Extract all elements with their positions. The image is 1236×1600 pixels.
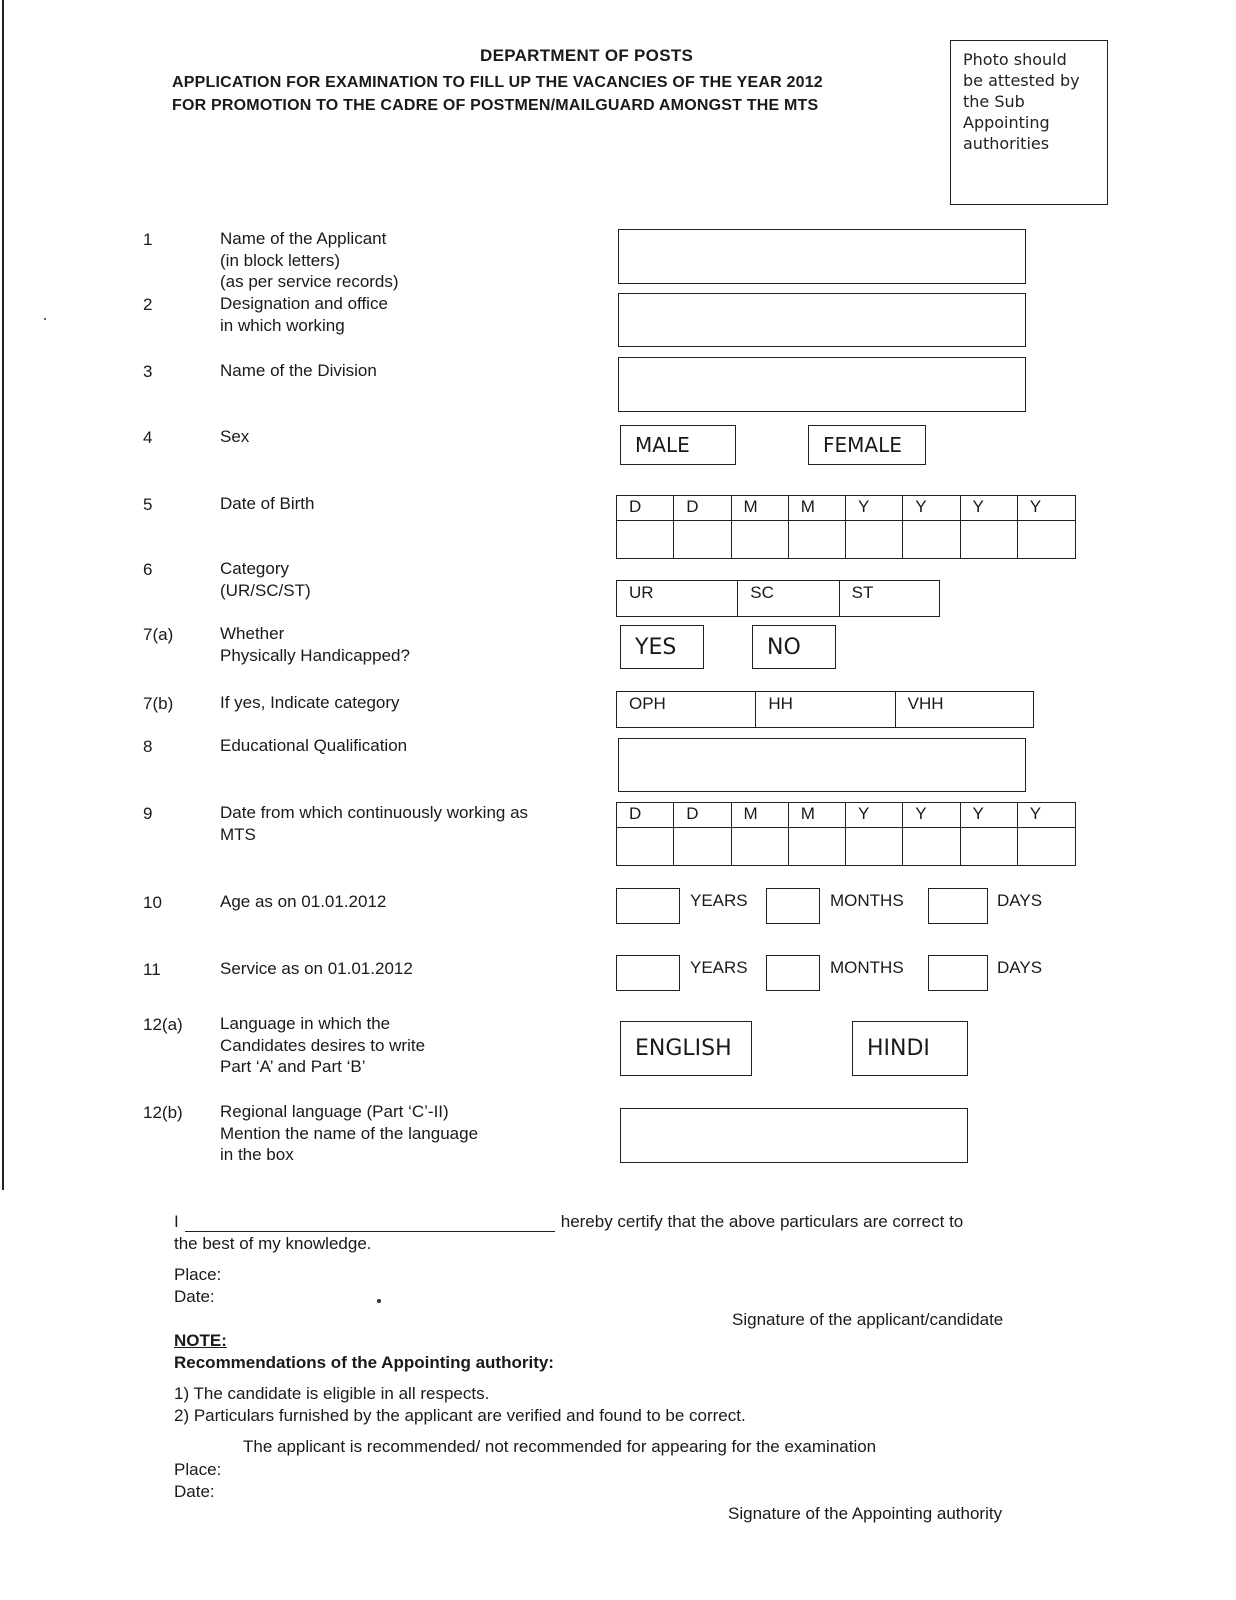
photo-note-line: the Sub xyxy=(963,92,1025,111)
category-option-st[interactable]: ST xyxy=(851,583,874,602)
form-title-line-1: APPLICATION FOR EXAMINATION TO FILL UP THE VACANCIES OF THE YEAR 2012 xyxy=(172,74,823,91)
ph-category-options xyxy=(616,691,1034,728)
date-input-cell[interactable] xyxy=(1018,520,1075,558)
date-cell-label: D xyxy=(674,496,731,520)
age-months-input[interactable] xyxy=(766,888,820,924)
unit-label: DAYS xyxy=(997,891,1043,910)
ph-option-oph[interactable]: OPH xyxy=(617,692,756,727)
photo-note-line: Photo should xyxy=(963,50,1067,69)
ph-option-hh[interactable]: HH xyxy=(756,692,895,727)
recommendation-statement: The applicant is recommended/ not recommended for appearing for the examination xyxy=(243,1437,877,1456)
category-option-ur[interactable]: UR xyxy=(617,581,738,616)
item-label-age: Age as on 01.01.2012 xyxy=(220,892,387,911)
item-label-applicant-name: Name of the Applicant (in block letters) (as per service records) xyxy=(220,229,399,291)
item-number: 7(a) xyxy=(143,625,174,644)
unit-label: MONTHS xyxy=(830,958,904,977)
service-days-input[interactable] xyxy=(928,955,988,991)
certification-statement: I hereby certify that the above particulars are correct to xyxy=(174,1212,964,1231)
unit-label: YEARS xyxy=(690,958,748,977)
date-cell-label: D xyxy=(674,803,731,827)
item-label-education: Educational Qualification xyxy=(220,736,408,755)
applicant-name-field[interactable] xyxy=(618,229,1026,284)
language-option-english[interactable]: ENGLISH xyxy=(620,1021,752,1076)
date-input-cell[interactable] xyxy=(789,520,846,558)
date-cell-label: M xyxy=(732,803,789,827)
item-number: 12(b) xyxy=(143,1103,183,1122)
designation-field[interactable] xyxy=(618,293,1026,347)
date-cell-label: Y xyxy=(846,496,903,520)
date-input-cell[interactable] xyxy=(617,520,674,558)
handicapped-option-yes[interactable]: YES xyxy=(620,625,704,669)
certification-line-2: the best of my knowledge. xyxy=(174,1234,372,1253)
date-input-cell[interactable] xyxy=(789,827,846,865)
date-cell-label: Y xyxy=(1029,497,1042,516)
date-cell-label: D xyxy=(617,803,674,827)
item-label-language: Language in which the Candidates desires to write Part ‘A’ and Part ‘B’ xyxy=(220,1014,426,1076)
date-cell-label: D xyxy=(617,496,674,520)
item-label-regional-language: Regional language (Part ‘C’-II) Mention the name of the language in the box xyxy=(220,1102,479,1164)
date-cell-label: M xyxy=(789,496,846,520)
photo-note-line: be attested by xyxy=(963,71,1080,90)
item-label-category: Category (UR/SC/ST) xyxy=(220,559,311,600)
date-input-cell[interactable] xyxy=(961,827,1018,865)
handicapped-option-no[interactable]: NO xyxy=(752,625,836,669)
age-years-input[interactable] xyxy=(616,888,680,924)
language-option-hindi[interactable]: HINDI xyxy=(852,1021,968,1076)
item-label-mts-date: Date from which continuously working as MTS xyxy=(220,803,529,844)
date-input-cell[interactable] xyxy=(674,520,731,558)
service-months-input[interactable] xyxy=(766,955,820,991)
date-cell-label: Y xyxy=(961,803,1018,827)
date-input-cell[interactable] xyxy=(903,520,960,558)
item-number: 5 xyxy=(143,495,153,514)
form-title-line-2: FOR PROMOTION TO THE CADRE OF POSTMEN/MAILGUARD AMONGST THE MTS xyxy=(172,97,819,114)
item-number: 12(a) xyxy=(143,1015,183,1034)
photo-note-line: Appointing xyxy=(963,113,1050,132)
note-title: NOTE: xyxy=(174,1331,227,1350)
photo-note-line: authorities xyxy=(963,134,1050,153)
item-number: 1 xyxy=(143,230,153,249)
date-input-cell[interactable] xyxy=(846,827,903,865)
education-field[interactable] xyxy=(618,738,1026,792)
item-label-designation: Designation and office in which working xyxy=(220,294,388,335)
date-input-cell[interactable] xyxy=(732,827,789,865)
sex-option-female[interactable]: FEMALE xyxy=(808,425,926,465)
item-label-ph-category: If yes, Indicate category xyxy=(220,693,400,712)
date-input-cell[interactable] xyxy=(903,827,960,865)
item-number: 4 xyxy=(143,428,153,447)
item-number: 10 xyxy=(143,893,162,912)
category-option-sc[interactable]: SC xyxy=(738,581,839,616)
date-input-cell[interactable] xyxy=(961,520,1018,558)
authority-place-label: Place: xyxy=(174,1460,222,1479)
note-point: 1) The candidate is eligible in all respects. xyxy=(174,1384,490,1403)
ph-option-vhh[interactable]: VHH xyxy=(907,694,944,713)
date-cell-label: Y xyxy=(846,803,903,827)
sex-option-male[interactable]: MALE xyxy=(620,425,736,465)
date-cell-label: M xyxy=(732,496,789,520)
authority-date-label: Date: xyxy=(174,1482,215,1501)
age-days-input[interactable] xyxy=(928,888,988,924)
date-input-cell[interactable] xyxy=(846,520,903,558)
service-years-input[interactable] xyxy=(616,955,680,991)
item-number: 3 xyxy=(143,362,153,381)
item-label-division: Name of the Division xyxy=(220,361,377,380)
item-number: 8 xyxy=(143,737,153,756)
item-number: 6 xyxy=(143,560,153,579)
scan-speck xyxy=(44,318,46,320)
item-label-service: Service as on 01.01.2012 xyxy=(220,959,413,978)
date-input-cell[interactable] xyxy=(1018,827,1075,865)
photo-box[interactable] xyxy=(950,40,1108,205)
item-number: 11 xyxy=(143,960,161,979)
date-label: Date: xyxy=(174,1287,215,1306)
place-label: Place: xyxy=(174,1265,222,1284)
date-cell-label: Y xyxy=(961,496,1018,520)
applicant-name-blank[interactable] xyxy=(185,1217,555,1232)
item-label-sex: Sex xyxy=(220,427,250,446)
unit-label: MONTHS xyxy=(830,891,904,910)
category-options xyxy=(616,580,940,617)
item-number: 7(b) xyxy=(143,694,174,713)
page-edge-line xyxy=(2,0,4,1190)
dob-date-grid[interactable] xyxy=(616,495,1076,559)
item-label-handicapped: Whether Physically Handicapped? xyxy=(220,624,410,665)
date-cell-label: Y xyxy=(903,496,960,520)
mts-date-grid[interactable] xyxy=(616,802,1076,866)
note-point: 2) Particulars furnished by the applicant are verified and found to be correct. xyxy=(174,1406,746,1425)
scan-speck xyxy=(377,1299,381,1303)
date-input-cell[interactable] xyxy=(732,520,789,558)
item-number: 2 xyxy=(143,295,153,314)
date-cell-label: M xyxy=(789,803,846,827)
unit-label: YEARS xyxy=(690,891,748,910)
department-title: DEPARTMENT OF POSTS xyxy=(480,46,694,65)
item-label-dob: Date of Birth xyxy=(220,494,315,513)
date-cell-label: Y xyxy=(903,803,960,827)
date-input-cell[interactable] xyxy=(674,827,731,865)
applicant-signature-label: Signature of the applicant/candidate xyxy=(732,1310,1004,1329)
note-heading: Recommendations of the Appointing authority: xyxy=(174,1353,554,1372)
unit-label: DAYS xyxy=(997,958,1043,977)
date-input-cell[interactable] xyxy=(617,827,674,865)
date-cell-label: Y xyxy=(1029,804,1042,823)
authority-signature-label: Signature of the Appointing authority xyxy=(728,1504,1003,1523)
division-field[interactable] xyxy=(618,357,1026,412)
item-number: 9 xyxy=(143,804,153,823)
regional-language-field[interactable] xyxy=(620,1108,968,1163)
